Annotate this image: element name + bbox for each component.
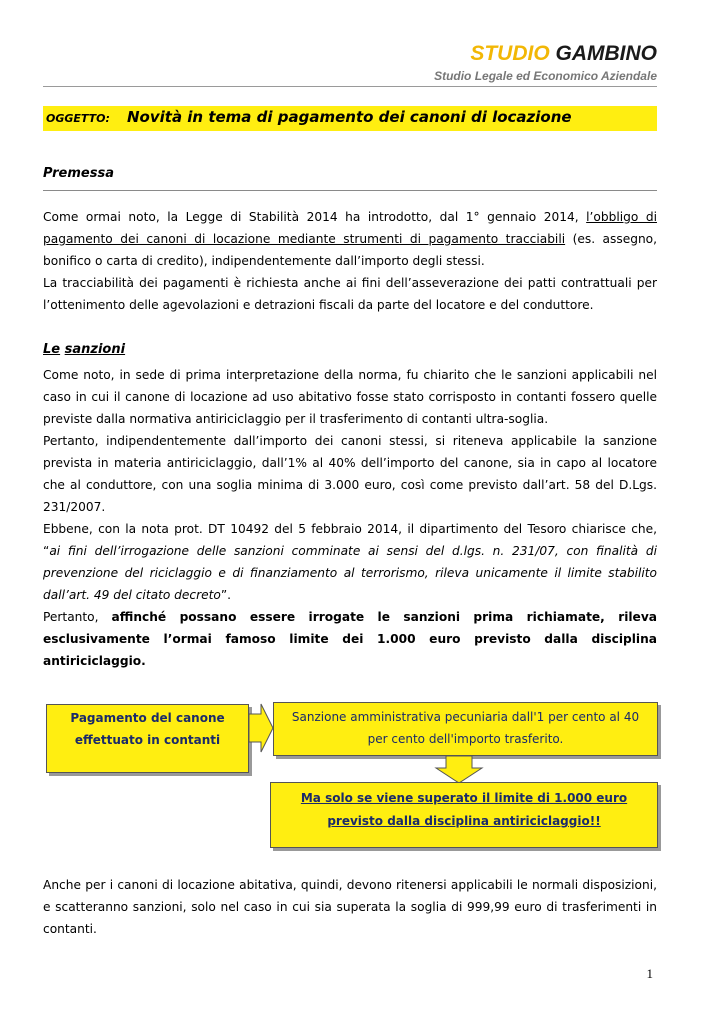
paragraph-line: La tracciabilità dei pagamenti è richiesta anche ai fini dell’asseverazione dei patti contrattuali per [43, 276, 657, 290]
subject-label: OGGETTO: [46, 112, 110, 125]
diagram-box-sanction: Sanzione amministrativa pecuniaria dall'1 per cento al 40 per cento dell'importo trasferito. [273, 702, 658, 756]
paragraph-line: esclusivamente l’ormai famoso limite dei 1.000 euro previsto dalla disciplina [43, 632, 657, 646]
arrow-down-icon [434, 755, 484, 785]
paragraph-line: prevista in materia antiriciclaggio, dall’1% al 40% dell’importo del canone, sia in capo al locatore [43, 456, 657, 470]
paragraph-line: dall’art. 49 del citato decreto”. [43, 588, 232, 602]
paragraph-line: antiriciclaggio. [43, 654, 146, 668]
paragraph-line: bonifico o carta di credito), indipendentemente dall’importo degli stessi. [43, 254, 485, 268]
brand-name: STUDIO GAMBINO [470, 42, 657, 65]
paragraph-line: 231/2007. [43, 500, 106, 514]
paragraph-line: Pertanto, indipendentemente dall’importo dei canoni stessi, si riteneva applicabile la sanzione [43, 434, 657, 448]
paragraph-line: Pertanto, affinché possano essere irrogate le sanzioni prima richiamate, rileva [43, 610, 657, 624]
arrow-right-icon [247, 700, 275, 760]
section-heading-sanzioni: Le sanzioni [43, 342, 126, 357]
diagram-box-payment: Pagamento del canone effettuato in contanti [46, 704, 249, 773]
section-heading-premessa: Premessa [43, 166, 114, 181]
paragraph-line: l’ottenimento delle agevolazioni e detrazioni fiscali da parte del locatore e del conduttore. [43, 298, 594, 312]
paragraph-line: che al conduttore, con una soglia minima di 3.000 euro, così come previsto dall’art. 58 del D.Lgs. [43, 478, 657, 492]
paragraph-line: Come ormai noto, la Legge di Stabilità 2014 ha introdotto, dal 1° gennaio 2014, l’obbligo di [43, 210, 657, 224]
section-divider [43, 190, 657, 191]
paragraph-line: Come noto, in sede di prima interpretazione della norma, fu chiarito che le sanzioni applicabili nel [43, 368, 657, 382]
brand-subtitle: Studio Legale ed Economico Aziendale [434, 69, 657, 83]
paragraph-line: contanti. [43, 922, 97, 936]
paragraph-line: “ai fini dell’irrogazione delle sanzioni comminate ai sensi del d.lgs. n. 231/07, con finalità di [43, 544, 657, 558]
subject-title: Novità in tema di pagamento dei canoni di locazione [127, 108, 572, 126]
paragraph-line: e scatteranno sanzioni, solo nel caso in cui sia superata la soglia di 999,99 euro di trasferimenti in [43, 900, 657, 914]
letterhead [434, 42, 657, 83]
page-number: 1 [646, 966, 653, 981]
paragraph-line: pagamento dei canoni di locazione mediante strumenti di pagamento tracciabili (es. assegno, [43, 232, 658, 246]
paragraph-line: prevenzione del riciclaggio e di finanziamento al terrorismo, rileva unicamente il limite stabilito [43, 566, 657, 580]
paragraph-line: Ebbene, con la nota prot. DT 10492 del 5 febbraio 2014, il dipartimento del Tesoro chiarisce che, [43, 522, 657, 536]
paragraph-line: Anche per i canoni di locazione abitativa, quindi, devono ritenersi applicabili le normali disposizioni, [43, 878, 657, 892]
header-divider [43, 86, 657, 87]
paragraph-line: previste dalla normativa antiriciclaggio per il trasferimento di contanti ultra-soglia. [43, 412, 549, 426]
paragraph-line: caso in cui il canone di locazione ad uso abitativo fosse stato corrisposto in contanti fossero quelle [43, 390, 657, 404]
subject-bar [43, 106, 657, 131]
diagram-box-threshold: Ma solo se viene superato il limite di 1.000 euro previsto dalla disciplina antiriciclaggio!! [270, 782, 658, 848]
